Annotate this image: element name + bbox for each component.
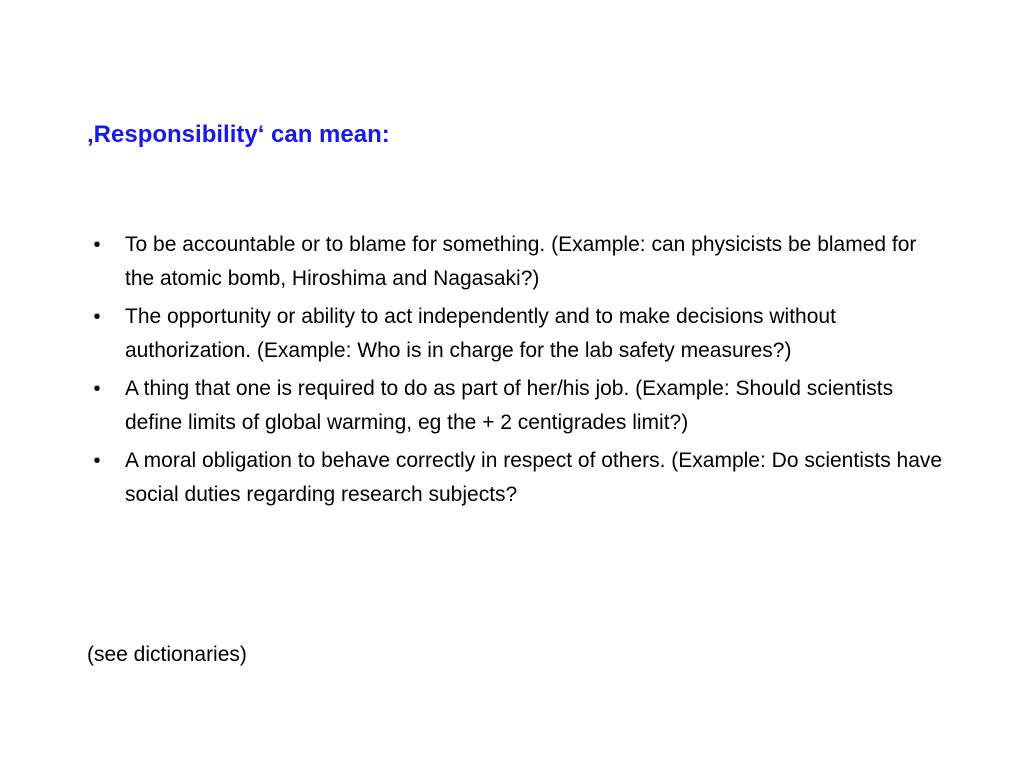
bullet-list <box>87 228 947 516</box>
bullet-icon: • <box>93 234 101 256</box>
bullet-item <box>87 444 947 512</box>
bullet-icon: • <box>93 378 101 400</box>
bullet-item <box>87 228 947 296</box>
bullet-icon: • <box>93 306 101 328</box>
bullet-text: A thing that one is required to do as part of her/his job. (Example: Should scientists define limits of global warming, eg the + 2 centigrades limit?) <box>125 377 894 434</box>
bullet-text: A moral obligation to behave correctly in respect of others. (Example: Do scientists have social duties regarding research subjects? <box>125 449 943 506</box>
bullet-item <box>87 300 947 368</box>
bullet-icon: • <box>93 450 101 472</box>
bullet-text: To be accountable or to blame for something. (Example: can physicists be blamed for the atomic bomb, Hiroshima and Nagasaki?) <box>125 233 917 290</box>
footer-note: (see dictionaries) <box>87 643 247 666</box>
bullet-item <box>87 372 947 440</box>
slide-title: ‚Responsibility‘ can mean: <box>87 121 390 148</box>
bullet-text: The opportunity or ability to act independently and to make decisions without authorization. (Example: Who is in charge for the lab safety measures?) <box>125 305 836 362</box>
